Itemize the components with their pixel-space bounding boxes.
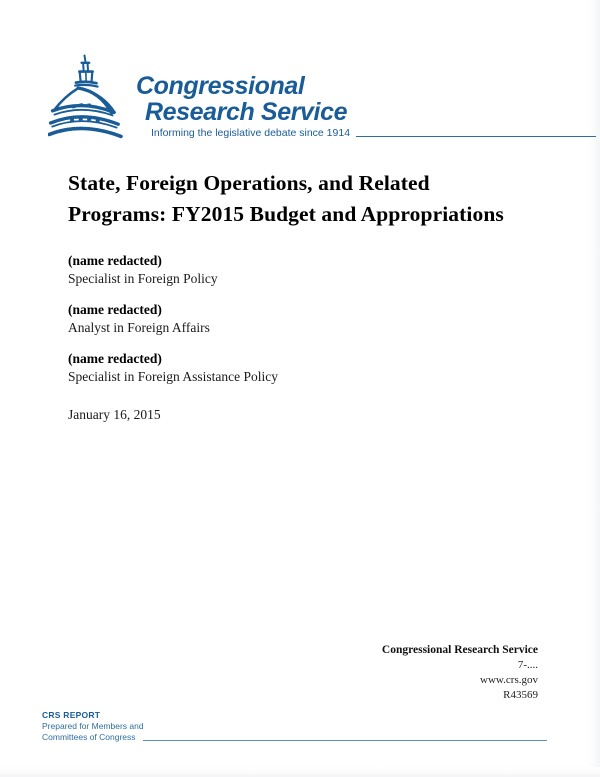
imprint-organization: Congressional Research Service <box>381 644 538 656</box>
publication-date: January 16, 2015 <box>68 407 161 422</box>
author-name: (name redacted) <box>68 253 162 268</box>
wordmark-line-congressional: Congressional <box>136 72 305 100</box>
crs-wordmark <box>136 74 546 125</box>
masthead-rule <box>356 136 596 137</box>
page-title-line-2: Programs: FY2015 Budget and Appropriations <box>68 202 504 226</box>
author-name: (name redacted) <box>68 351 162 366</box>
crs-masthead <box>48 52 548 148</box>
crs-footer-rule <box>143 740 547 741</box>
crs-footer-subtitle-line-2: Committees of Congress <box>42 732 136 742</box>
crs-footer-subtitle-row <box>42 732 547 743</box>
author-title: Specialist in Foreign Policy <box>68 271 218 286</box>
crs-report-label: CRS REPORT <box>42 710 101 720</box>
page-title-line-1: State, Foreign Operations, and Related <box>68 171 430 195</box>
wordmark-line-research-service: Research Service <box>145 98 348 126</box>
author-entry <box>68 350 498 386</box>
author-list <box>68 252 498 399</box>
imprint-report-number: R43569 <box>503 689 538 701</box>
page-title <box>68 168 546 230</box>
author-entry <box>68 301 498 337</box>
imprint-website[interactable]: www.crs.gov <box>480 674 538 686</box>
author-entry <box>68 252 498 288</box>
author-title: Analyst in Foreign Affairs <box>68 320 210 335</box>
capitol-dome-icon <box>48 52 144 144</box>
author-name: (name redacted) <box>68 302 162 317</box>
masthead-tagline-row <box>151 127 596 139</box>
crs-report-footer <box>42 710 547 743</box>
crs-footer-subtitle-line-1: Prepared for Members and <box>42 721 144 731</box>
imprint-phone: 7-.... <box>517 659 538 671</box>
page-edge-shading-bottom <box>0 767 600 777</box>
masthead-tagline: Informing the legislative debate since 1914 <box>151 127 351 139</box>
author-title: Specialist in Foreign Assistance Policy <box>68 369 278 384</box>
page-edge-shading-right <box>586 0 600 777</box>
imprint-block <box>278 643 538 703</box>
